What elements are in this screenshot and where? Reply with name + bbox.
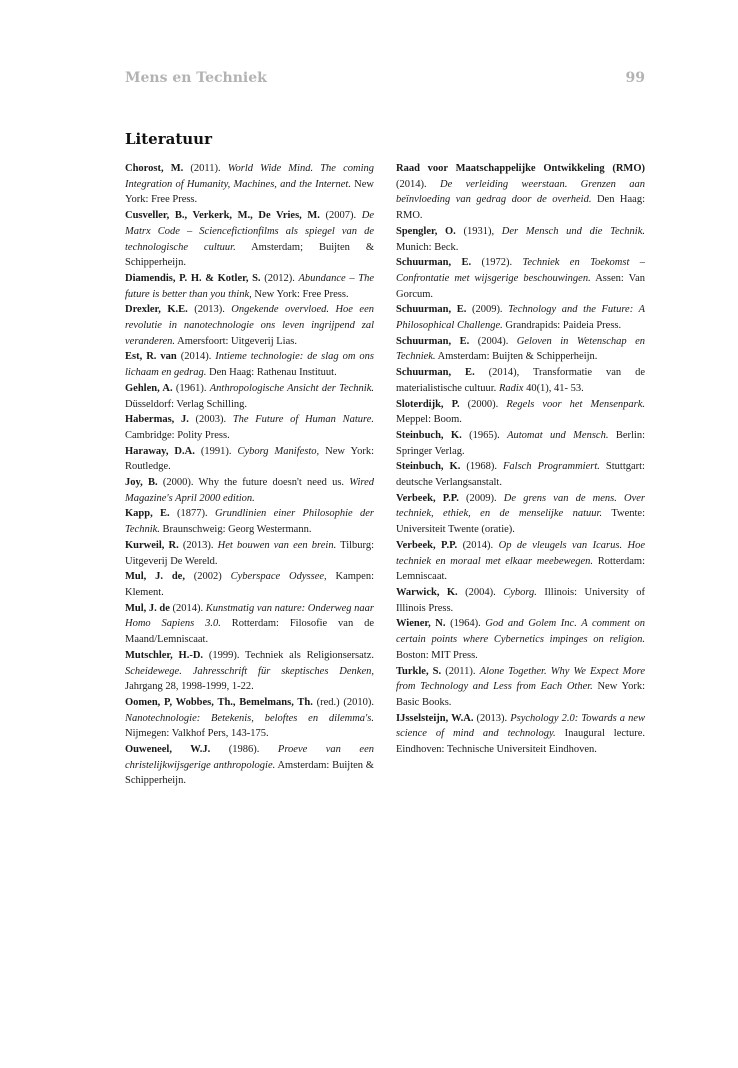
reference-entry [125, 381, 374, 412]
reference-year: (1877). [169, 508, 215, 520]
reference-publisher: Illinois: University of Illinois Press. [396, 586, 645, 614]
reference-title: De grens van de mens. Over techniek, ethiek, en de menselijke natuur. [396, 492, 645, 520]
reference-entry [125, 648, 374, 695]
reference-publisher: Jahrgang 28, 1998-1999, 1-22. [125, 681, 254, 693]
reference-year: (1964). [445, 618, 486, 630]
reference-year: (red.) (2010). [312, 696, 374, 708]
reference-author: Schuurman, E. [396, 304, 467, 316]
reference-publisher: New York: Free Press. [125, 178, 374, 206]
reference-year: (1968). [460, 461, 503, 473]
reference-publisher: New York: Basic Books. [396, 681, 646, 708]
reference-publisher: Berlin: Springer Verlag. [396, 429, 645, 457]
references-column-right [396, 161, 645, 758]
reference-author: Mutschler, H.-D. [125, 649, 204, 661]
reference-entry [396, 365, 645, 396]
reference-year: (2007). [319, 210, 362, 222]
reference-author: Ouweneel, W.J. [125, 744, 211, 756]
reference-author: Verbeek, P.P. [396, 539, 458, 551]
reference-entry [125, 302, 374, 349]
reference-publisher: Braunschweig: Georg Westermann. [159, 524, 312, 536]
reference-author: Mul, J. de, [125, 571, 185, 583]
reference-title: Der Mensch und die Technik. [501, 225, 645, 237]
reference-author: Gehlen, A. [125, 382, 173, 394]
reference-publisher: Rotterdam: Filosofie van de Maand/Lemniscaat. [125, 618, 374, 646]
reference-author: Verbeek, P.P. [396, 492, 459, 504]
reference-publisher: Rotterdam: Lemniscaat. [396, 555, 645, 583]
reference-publisher: Meppel: Boom. [396, 414, 462, 426]
reference-entry [125, 538, 374, 569]
reference-title: Geloven in Wetenschap en Techniek. [396, 335, 645, 363]
reference-year: (1991). [194, 445, 238, 457]
reference-title: Proeve van een christelijkwijsgerige anthropologie. [125, 744, 374, 771]
reference-publisher: Inaugural lecture. Eindhoven: Technische Universiteit Eindhoven. [396, 728, 645, 756]
reference-title: Grundlinien einer Philosophie der Technik. [125, 508, 374, 536]
reference-author: Joy, B. [125, 477, 158, 489]
reference-year: (2013). [178, 539, 218, 551]
reference-year: (2013). [187, 304, 232, 316]
reference-title: Ongekende overvloed. Hoe een revolutie in nanotechnologie ons leven ingrijpend zal veranderen. [125, 304, 374, 347]
reference-year: (2003). [188, 414, 233, 426]
reference-year: (1999). Techniek als Religionsersatz. [203, 649, 374, 661]
reference-title: De verleiding weerstaan. Grenzen aan beïnvloeding van gedrag door de overheid. [396, 178, 645, 206]
reference-publisher: New York: Free Press. [251, 288, 349, 300]
reference-year: (2014). [169, 602, 206, 614]
reference-publisher: Amsterdam: Buijten & Schipperheijn. [125, 759, 374, 787]
reference-year: (2009). [458, 492, 504, 504]
reference-title: God and Golem Inc. A comment on certain points where Cybernetics impinges on religion. [396, 618, 645, 646]
reference-year: (2014). [396, 178, 440, 190]
reference-author: Schuurman, E. [396, 257, 472, 269]
reference-entry [396, 664, 645, 711]
reference-title: Alone Together. Why We Expect More from Technology and Less from Each Other. [396, 665, 646, 693]
reference-entry [396, 459, 645, 490]
reference-title: Psychology 2.0: Towards a new science of mind and technology. [396, 712, 645, 740]
reference-publisher: Tilburg: Uitgeverij De Wereld. [125, 539, 375, 567]
reference-year: (1961). [172, 382, 210, 394]
reference-entry [125, 349, 374, 380]
reference-year: (1972). [471, 257, 523, 269]
reference-title: Anthropologische Ansicht der Technik. [209, 382, 374, 394]
reference-entry [396, 397, 645, 428]
reference-author: Est, R. van [125, 351, 177, 363]
reference-title: The Future of Human Nature. [232, 414, 374, 426]
reference-publisher: Grandrapids: Paideia Press. [502, 320, 622, 332]
reference-author: IJsselsteijn, W.A. [396, 712, 474, 724]
reference-author: Turkle, S. [396, 665, 442, 677]
page-number: 99 [625, 70, 645, 86]
reference-entry [396, 428, 645, 459]
reference-year: (2009). [466, 304, 509, 316]
references-column-left [125, 161, 374, 789]
reference-title: Abundance – The future is better than you think, [125, 272, 374, 300]
reference-author: Steinbuch, K. [396, 461, 461, 473]
reference-entry [125, 444, 374, 475]
reference-publisher: Kampen: Klement. [125, 571, 374, 598]
reference-title: Wired Magazine's April 2000 edition. [125, 477, 374, 504]
reference-title: Het bouwen van een brein. [217, 539, 337, 551]
reference-title: De Matrx Code – Sciencefictionfilms als spiegel van de technologische cultuur. [125, 210, 374, 253]
reference-entry [125, 475, 374, 506]
reference-year: (2004). [457, 586, 504, 598]
reference-entry [396, 224, 645, 255]
reference-publisher: Amsterdam; Buijten & Schipperheijn. [125, 241, 374, 269]
reference-publisher: Munich: Beck. [396, 241, 459, 253]
reference-entry [396, 334, 645, 365]
reference-publisher: Assen: Van Gorcum. [396, 272, 645, 300]
reference-entry [396, 161, 645, 224]
reference-title: Cyberspace Odyssee, [230, 571, 327, 583]
reference-author: Diamendis, P. H. & Kotler, S. [125, 272, 261, 284]
reference-title: Intieme technologie: de slag om ons lichaam en gedrag. [125, 351, 374, 379]
reference-entry [125, 506, 374, 537]
reference-author: Wiener, N. [396, 618, 446, 630]
reference-title: Radix [498, 382, 524, 394]
reference-entry [396, 616, 645, 663]
running-head [125, 70, 645, 92]
reference-entry [396, 302, 645, 333]
reference-publisher: Amersfoort: Uitgeverij Lias. [175, 335, 297, 347]
reference-author: Schuurman, E. [396, 367, 475, 379]
running-head-title: Mens en Techniek [125, 70, 267, 86]
reference-entry [125, 569, 374, 600]
reference-publisher: Stuttgart: deutsche Verlangsanstalt. [396, 461, 645, 489]
reference-year: (2014). [176, 351, 216, 363]
reference-title: Nanotechnologie: Betekenis, beloftes en dilemma's. [125, 712, 374, 724]
reference-year: (2004). [469, 335, 517, 347]
reference-year: (2011). [183, 163, 228, 174]
reference-author: Warwick, K. [396, 586, 458, 598]
reference-year: (2000). [459, 398, 507, 410]
reference-entry [125, 695, 374, 742]
reference-title: Cyborg. [503, 586, 537, 598]
reference-publisher: Boston: MIT Press. [396, 649, 478, 661]
reference-entry [125, 742, 374, 789]
reference-entry [125, 412, 374, 443]
reference-author: Drexler, K.E. [125, 304, 188, 316]
reference-title: Regels voor het Mensenpark. [506, 398, 645, 410]
reference-year: (2000). Why the future doesn't need us. [157, 477, 350, 489]
reference-entry [396, 711, 645, 758]
reference-entry [125, 161, 374, 208]
reference-title: World Wide Mind. The coming Integration of Humanity, Machines, and the Internet. [125, 163, 374, 190]
reference-publisher: New York: Routledge. [125, 445, 374, 473]
reference-entry [125, 601, 374, 648]
reference-title: Op de vleugels van Icarus. Hoe techniek en moraal met elkaar meebewegen. [396, 539, 645, 567]
reference-title: Scheidewege. Jahresschrift für skeptisches Denken, [125, 665, 374, 677]
reference-author: Kapp, E. [125, 508, 170, 520]
reference-title: Kunstmatig van nature: Onderweg naar Homo Sapiens 3.0. [125, 602, 374, 630]
reference-author: Sloterdijk, P. [396, 398, 460, 410]
reference-author: Schuurman, E. [396, 335, 470, 347]
reference-author: Steinbuch, K. [396, 429, 462, 441]
reference-publisher: Den Haag: RMO. [396, 194, 645, 222]
reference-publisher: 40(1), 41- 53. [523, 382, 584, 394]
reference-title: Technology and the Future: A Philosophical Challenge. [396, 304, 645, 332]
reference-publisher: Twente: Universiteit Twente (oratie). [396, 508, 645, 536]
reference-title: Techniek en Toekomst – Confrontatie met wijsgerige beschouwingen. [396, 257, 645, 284]
reference-title: Cyborg Manifesto, [237, 445, 320, 457]
reference-publisher: Amsterdam: Buijten & Schipperheijn. [435, 351, 598, 363]
reference-year: (2014), Transformatie van de materialistische cultuur. [396, 367, 645, 394]
reference-publisher: Cambridge: Polity Press. [125, 429, 230, 441]
reference-entry [396, 255, 645, 302]
reference-entry [125, 271, 374, 302]
reference-year: (1965). [461, 429, 508, 441]
reference-author: Raad voor Maatschappelijke Ontwikkeling (RMO) [396, 163, 645, 174]
reference-year: (1986). [210, 744, 278, 756]
reference-year: (2013). [473, 712, 511, 724]
reference-year: (2011). [441, 665, 480, 677]
reference-title: Falsch Programmiert. [502, 461, 600, 473]
section-title: Literatuur [125, 130, 212, 148]
reference-author: Chorost, M. [125, 163, 184, 174]
reference-author: Kurweil, R. [125, 539, 179, 551]
reference-year: (2014). [457, 539, 499, 551]
reference-author: Cusveller, B., Verkerk, M., De Vries, M. [125, 210, 320, 222]
reference-author: Mul, J. de [125, 602, 170, 614]
reference-year: (2002) [184, 571, 231, 583]
reference-year: (1931), [455, 225, 502, 237]
reference-entry [125, 208, 374, 271]
reference-entry [396, 538, 645, 585]
reference-publisher: Nijmegen: Valkhof Pers, 143-175. [125, 728, 269, 740]
reference-publisher: Düsseldorf: Verlag Schilling. [125, 398, 248, 410]
reference-author: Habermas, J. [125, 414, 189, 426]
reference-entry [396, 491, 645, 538]
reference-author: Oomen, P, Wobbes, Th., Bemelmans, Th. [125, 696, 313, 708]
reference-author: Haraway, D.A. [125, 445, 195, 457]
reference-title: Automat und Mensch. [507, 429, 609, 441]
reference-year: (2012). [260, 272, 299, 284]
reference-entry [396, 585, 645, 616]
reference-publisher: Den Haag: Rathenau Instituut. [206, 367, 337, 379]
reference-author: Spengler, O. [396, 225, 456, 237]
